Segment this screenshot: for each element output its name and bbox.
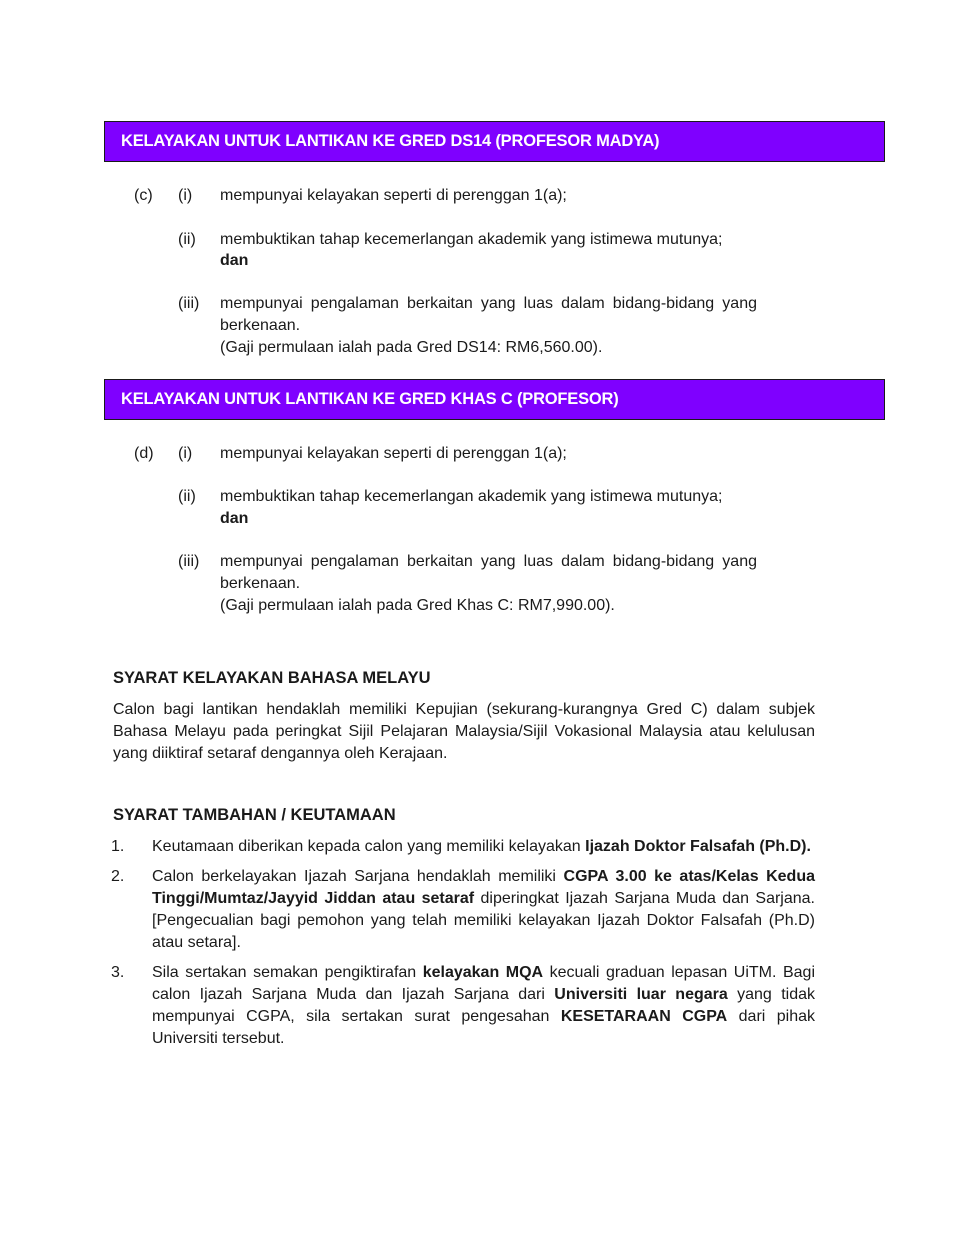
- text-run: kecuali graduan lepasan UiTM. Bagi calon Ijazah Sarjana Muda dan Ijazah Sarjana dari: [152, 964, 815, 1003]
- item-text: mempunyai kelayakan seperti di perenggan 1(a);: [220, 187, 567, 204]
- text-run-bold: kelayakan MQA: [422, 964, 544, 981]
- heading-syarat-tambahan: SYARAT TAMBAHAN / KEUTAMAAN: [113, 806, 396, 824]
- item-text: mempunyai pengalaman berkaitan yang luas dalam bidang-bidang yang: [220, 295, 757, 312]
- item-number: (iii): [178, 295, 200, 312]
- section-heading-ds14: KELAYAKAN UNTUK LANTIKAN KE GRED DS14 (PROFESOR MADYA): [104, 121, 885, 162]
- list-item: [152, 836, 815, 858]
- list-number: 1.: [111, 838, 125, 855]
- list-item: [152, 866, 815, 954]
- item-number: (i): [178, 445, 193, 462]
- salary-note: (Gaji permulaan ialah pada Gred Khas C: RM7,990.00).: [220, 597, 615, 614]
- item-number: (ii): [178, 231, 196, 248]
- item-text: mempunyai pengalaman berkaitan yang luas dalam bidang-bidang yang: [220, 553, 757, 570]
- section-heading-khas-c: KELAYAKAN UNTUK LANTIKAN KE GRED KHAS C (PROFESOR): [104, 379, 885, 420]
- text-run: dari pihak Universiti tersebut.: [152, 1008, 815, 1047]
- item-text: mempunyai kelayakan seperti di perenggan 1(a);: [220, 445, 567, 462]
- text-run-bold: KESETARAAN CGPA: [560, 1008, 728, 1025]
- item-text-cont: berkenaan.: [220, 317, 301, 334]
- item-text-cont: berkenaan.: [220, 575, 301, 592]
- text-run: diperingkat Ijazah Sarjana Muda dan Sarjana. [Pengecualian bagi pemohon yang telah memiliki kelayakan Ijazah Doktor Falsafah (Ph.D) atau setara].: [152, 890, 815, 951]
- bahasa-body: Calon bagi lantikan hendaklah memiliki Kepujian (sekurang-kurangnya Gred C) dalam subjek Bahasa Melayu pada peringkat Sijil Pelajaran Malaysia/Sijil Vokasional Malaysia atau kelulusan yang diiktiraf setaraf dengannya oleh Kerajaan.: [113, 701, 815, 762]
- salary-note: (Gaji permulaan ialah pada Gred DS14: RM6,560.00).: [220, 339, 603, 356]
- text-run: Keutamaan diberikan kepada calon yang memiliki kelayakan: [152, 838, 586, 855]
- text-run: Calon berkelayakan Ijazah Sarjana hendaklah memiliki: [152, 868, 564, 885]
- heading-bahasa-melayu: SYARAT KELAYAKAN BAHASA MELAYU: [113, 669, 431, 687]
- paragraph-letter-c: (c): [134, 187, 153, 204]
- item-number: (iii): [178, 553, 200, 570]
- text-run: Sila sertakan semakan pengiktirafan: [152, 964, 423, 981]
- item-number: (i): [178, 187, 193, 204]
- item-text: membuktikan tahap kecemerlangan akademik yang istimewa mutunya;: [220, 231, 723, 248]
- list-number: 2.: [111, 868, 125, 885]
- item-text: membuktikan tahap kecemerlangan akademik yang istimewa mutunya;: [220, 488, 723, 505]
- paragraph-letter-d: (d): [134, 445, 154, 462]
- list-item: [152, 962, 815, 1050]
- list-number: 3.: [111, 964, 125, 981]
- text-run-bold: CGPA 3.00 ke atas/Kelas Kedua Tinggi/Mumtaz/Jayyid Jiddan atau setaraf: [152, 868, 816, 907]
- item-number: (ii): [178, 488, 196, 505]
- text-run-bold: Ijazah Doktor Falsafah (Ph.D).: [585, 838, 811, 855]
- item-conjunction: dan: [220, 510, 249, 527]
- text-run: yang tidak mempunyai CGPA, sila sertakan surat pengesahan: [152, 986, 815, 1025]
- item-conjunction: dan: [220, 252, 249, 269]
- text-run-bold: Universiti luar negara: [554, 986, 728, 1003]
